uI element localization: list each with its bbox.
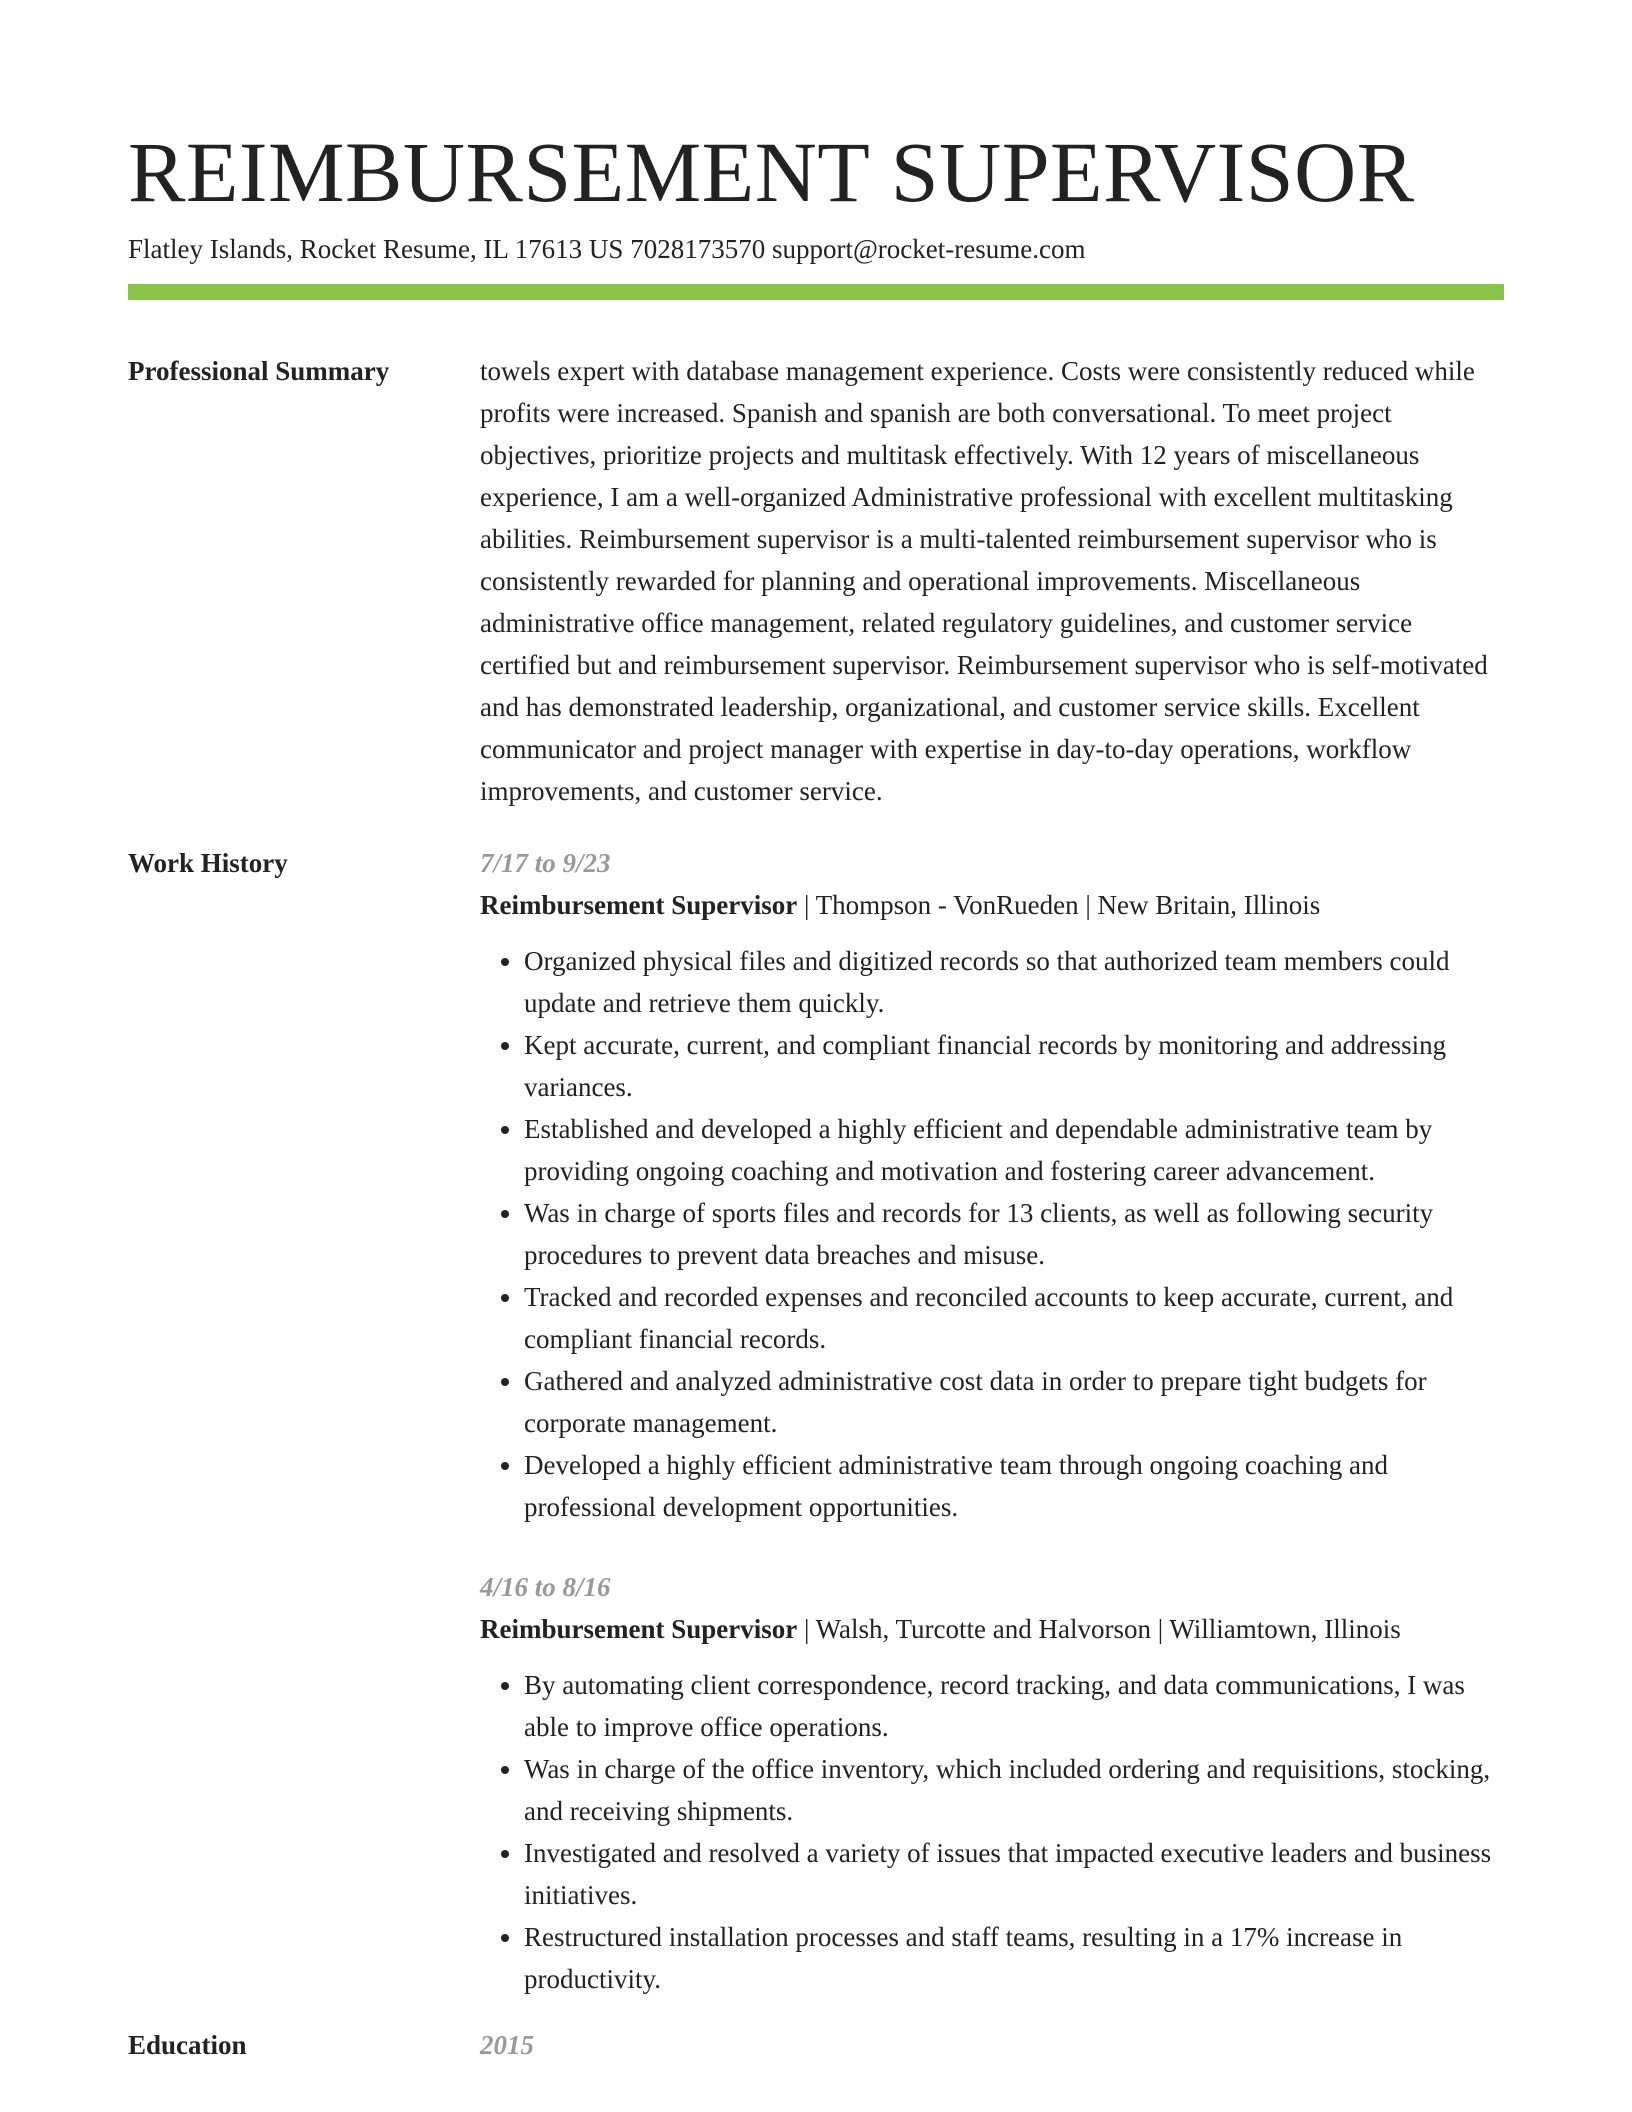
- work-history-body: [480, 842, 1504, 2000]
- education-body: [480, 2024, 1504, 2066]
- summary-text: towels expert with database management experience. Costs were consistently reduced while profits were increased. Spanish and spanish are both conversational. To meet project objectives, prioritize projects and multitask effectively. With 12 years of miscellaneous experience, I am a well-organized Administrative professional with excellent multitasking abilities. Reimbursement supervisor is a multi-talented reimbursement supervisor who is consistently rewarded for planning and operational improvements. Miscellaneous administrative office management, related regulatory guidelines, and customer service certified but and reimbursement supervisor. Reimbursement supervisor who is self-motivated and has demonstrated leadership, organizational, and customer service skills. Excellent communicator and project manager with expertise in day-to-day operations, workflow improvements, and customer service.: [480, 356, 1488, 806]
- job-heading: [480, 884, 1504, 926]
- job-bullets: [480, 1664, 1504, 2000]
- header-divider: [128, 284, 1504, 300]
- job-bullet: • Gathered and analyzed administrative cost data in order to prepare tight budgets for corporate management.: [524, 1360, 1504, 1444]
- work-history-label: Work History: [128, 848, 288, 878]
- job-dates: 7/17 to 9/23: [480, 848, 611, 878]
- job-entry: [480, 1566, 1504, 2000]
- job-bullet: • Kept accurate, current, and compliant financial records by monitoring and addressing variances.: [524, 1024, 1504, 1108]
- education-label: Education: [128, 2030, 247, 2060]
- job-bullet: • Restructured installation processes and staff teams, resulting in a 17% increase in productivity.: [524, 1916, 1504, 2000]
- summary-section: [128, 350, 1504, 812]
- job-bullet: • Organized physical files and digitized records so that authorized team members could update and retrieve them quickly.: [524, 940, 1504, 1024]
- job-bullet: • Established and developed a highly efficient and dependable administrative team by providing ongoing coaching and motivation and fostering career advancement.: [524, 1108, 1504, 1192]
- job-heading: [480, 1608, 1504, 1650]
- contact-line: Flatley Islands, Rocket Resume, IL 17613 US 7028173570 support@rocket-resume.com: [128, 234, 1086, 264]
- job-bullet: • Investigated and resolved a variety of issues that impacted executive leaders and business initiatives.: [524, 1832, 1504, 1916]
- education-section: [128, 2024, 1504, 2066]
- job-title: Reimbursement Supervisor: [480, 1614, 798, 1644]
- work-history-section: [128, 842, 1504, 2000]
- resume-page: [128, 0, 1504, 2066]
- job-bullet: • By automating client correspondence, record tracking, and data communications, I was able to improve office operations.: [524, 1664, 1504, 1748]
- job-bullet: • Tracked and recorded expenses and reconciled accounts to keep accurate, current, and compliant financial records.: [524, 1276, 1504, 1360]
- job-dates: 4/16 to 8/16: [480, 1572, 611, 1602]
- job-employer-location: | Thompson - VonRueden | New Britain, Illinois: [797, 890, 1321, 920]
- job-employer-location: | Walsh, Turcotte and Halvorson | Williamtown, Illinois: [797, 1614, 1401, 1644]
- job-bullet: • Developed a highly efficient administrative team through ongoing coaching and professional development opportunities.: [524, 1444, 1504, 1528]
- education-dates: 2015: [480, 2030, 534, 2060]
- job-entry: [480, 842, 1504, 1528]
- job-bullets: [480, 940, 1504, 1528]
- summary-label: Professional Summary: [128, 356, 390, 386]
- job-title: Reimbursement Supervisor: [480, 890, 798, 920]
- resume-name: REIMBURSEMENT SUPERVISOR: [128, 124, 1415, 220]
- job-bullet: • Was in charge of sports files and records for 13 clients, as well as following security procedures to prevent data breaches and misuse.: [524, 1192, 1504, 1276]
- job-bullet: • Was in charge of the office inventory, which included ordering and requisitions, stocking, and receiving shipments.: [524, 1748, 1504, 1832]
